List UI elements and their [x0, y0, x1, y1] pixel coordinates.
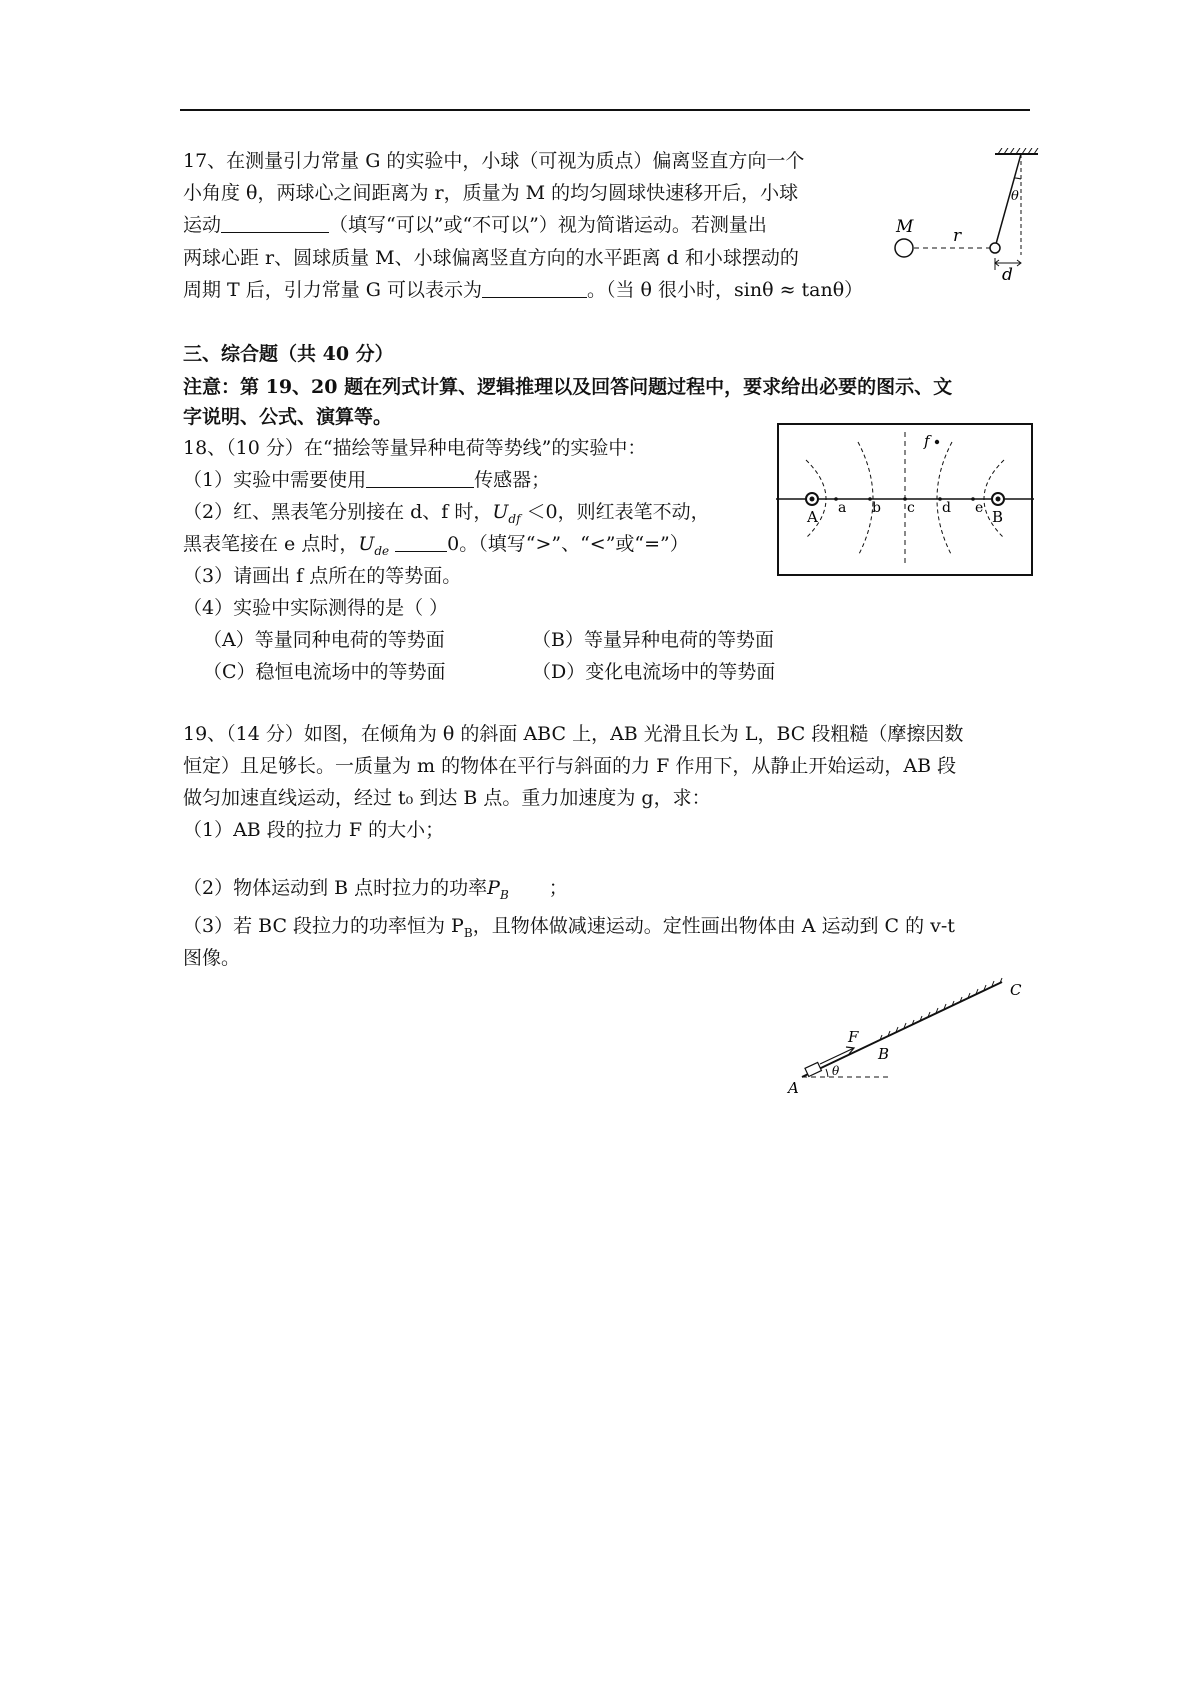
q18-part-2-line-1	[183, 498, 710, 533]
q19-part-3-subscript: B	[463, 925, 473, 940]
point-a-label: a	[838, 500, 847, 516]
q18-part-1-end: 传感器；	[474, 469, 551, 491]
q18-part-3: （3）请画出 f 点所在的等势面。	[183, 565, 462, 587]
q17-line-1: 17、在测量引力常量 G 的实验中，小球（可视为质点）偏离竖直方向一个	[183, 150, 805, 172]
angle-label: θ	[832, 1064, 840, 1078]
large-sphere	[895, 239, 913, 257]
section-3-note-line-1: 注意：第 19、20 题在列式计算、逻辑推理以及回答问题过程中，要求给出必要的图示、文	[183, 376, 953, 398]
q19-part-1: （1）AB 段的拉力 F 的大小；	[183, 819, 445, 841]
mass-label: M	[896, 217, 914, 237]
q17-blank-2[interactable]	[482, 279, 587, 298]
q17-line-5-start: 周期 T 后，引力常量 G 可以表示为	[183, 279, 483, 301]
q19-part-3-line-2: 图像。	[183, 947, 241, 969]
incline-figure	[782, 972, 1032, 1097]
q18-line-1: 18、（10 分）在“描绘等量异种电荷等势线”的实验中：	[183, 437, 647, 459]
angle-arc	[826, 1069, 828, 1077]
point-c-label: C	[1010, 981, 1022, 999]
q18-part-2-cont: 黑表笔接在 e 点时，	[183, 533, 359, 555]
point-e-label: e	[975, 500, 984, 516]
q19-line-3: 做匀加速直线运动，经过 t₀ 到达 B 点。重力加速度为 g，求：	[183, 787, 711, 809]
point-c-label: c	[907, 500, 915, 516]
q17-blank-1[interactable]	[221, 214, 329, 233]
block	[805, 1062, 821, 1076]
q18-part-1-start: （1）实验中需要使用	[183, 469, 367, 491]
q17-line-2: 小角度 θ，两球心之间距离为 r，质量为 M 的均匀圆球快速移开后，小球	[183, 182, 799, 204]
small-ball	[990, 243, 1000, 253]
q19-part-2-start: （2）物体运动到 B 点时拉力的功率	[183, 877, 488, 899]
q18-option-a[interactable]: （A）等量同种电荷的等势面	[203, 629, 445, 651]
section-3-title: 三、综合题（共 40 分）	[183, 343, 394, 365]
q18-option-b[interactable]: （B）等量异种电荷的等势面	[532, 629, 774, 651]
q18-option-c[interactable]: （C）稳恒电流场中的等势面	[203, 661, 446, 683]
pendulum-figure	[880, 148, 1040, 283]
force-arrow	[820, 1048, 854, 1064]
q18-part-2-line-2	[183, 530, 689, 565]
d-label: d	[1002, 265, 1013, 283]
q19-line-1: 19、（14 分）如图，在倾角为 θ 的斜面 ABC 上，AB 光滑且长为 L，BC 段粗糙（摩擦因数	[183, 723, 964, 745]
point-f	[935, 440, 939, 444]
q17-line-3-end: （填写“可以”或“不可以”）视为简谐运动。若测量出	[329, 214, 767, 236]
q18-u-df-subscript: df	[508, 511, 521, 526]
distance-r-label: r	[953, 226, 962, 246]
q19-part-2-end: ；	[548, 877, 568, 899]
q19-part-3-start: （3）若 BC 段拉力的功率恒为 P	[183, 915, 464, 937]
q19-p-b-subscript: B	[499, 887, 509, 902]
q19-line-2: 恒定）且足够长。一质量为 m 的物体在平行与斜面的力 F 作用下，从静止开始运动，AB 段	[183, 755, 957, 777]
incline-surface	[802, 982, 1002, 1077]
q18-option-d[interactable]: （D）变化电流场中的等势面	[532, 661, 776, 683]
q17-line-5-end: 。（当 θ 很小时，sinθ ≈ tanθ）	[587, 279, 864, 301]
q18-part-4: （4）实验中实际测得的是（ ）	[183, 597, 449, 619]
electrode-a-label: A	[807, 508, 818, 526]
q17-line-3-start: 运动	[183, 214, 222, 236]
q17-line-5	[183, 276, 863, 304]
theta-label: θ	[1011, 189, 1019, 204]
point-d-label: d	[942, 500, 951, 516]
point-f-label: f	[924, 432, 930, 450]
q18-part-2-mid: ＜0，则红表笔不动，	[520, 501, 710, 523]
q18-part-2-end: 0。（填写“>”、“<”或“=”）	[447, 533, 689, 555]
q18-blank-sensor[interactable]	[366, 469, 474, 488]
q18-u-de-symbol: U	[358, 533, 375, 555]
q19-part-3-end: ，且物体做减速运动。定性画出物体由 A 运动到 C 的 v-t	[472, 915, 955, 937]
force-label: F	[848, 1028, 859, 1046]
point-b-label: b	[872, 500, 881, 516]
q18-part-2-start: （2）红、黑表笔分别接在 d、f 时，	[183, 501, 493, 523]
electrode-b-core	[996, 497, 1001, 502]
q17-line-3	[183, 211, 767, 239]
point-a-label: A	[788, 1079, 799, 1097]
q19-part-3-line-1	[183, 912, 955, 947]
q18-u-de-subscript: de	[374, 543, 390, 558]
q19-p-b-symbol: P	[487, 877, 500, 899]
point-b-label: B	[878, 1045, 890, 1063]
equipotential-figure	[776, 422, 1034, 577]
q18-u-df-symbol: U	[492, 501, 509, 523]
section-3-note-line-2: 字说明、公式、演算等。	[183, 406, 393, 428]
header-rule	[180, 109, 1030, 111]
q17-line-4: 两球心距 r、圆球质量 M、小球偏离竖直方向的水平距离 d 和小球摆动的	[183, 247, 799, 269]
q18-blank-compare[interactable]	[395, 533, 447, 552]
electrode-b-label: B	[992, 508, 1004, 526]
electrode-a-core	[810, 497, 815, 502]
q19-part-2	[183, 874, 568, 909]
q18-part-1	[183, 466, 550, 494]
theta-arc	[1015, 178, 1021, 179]
